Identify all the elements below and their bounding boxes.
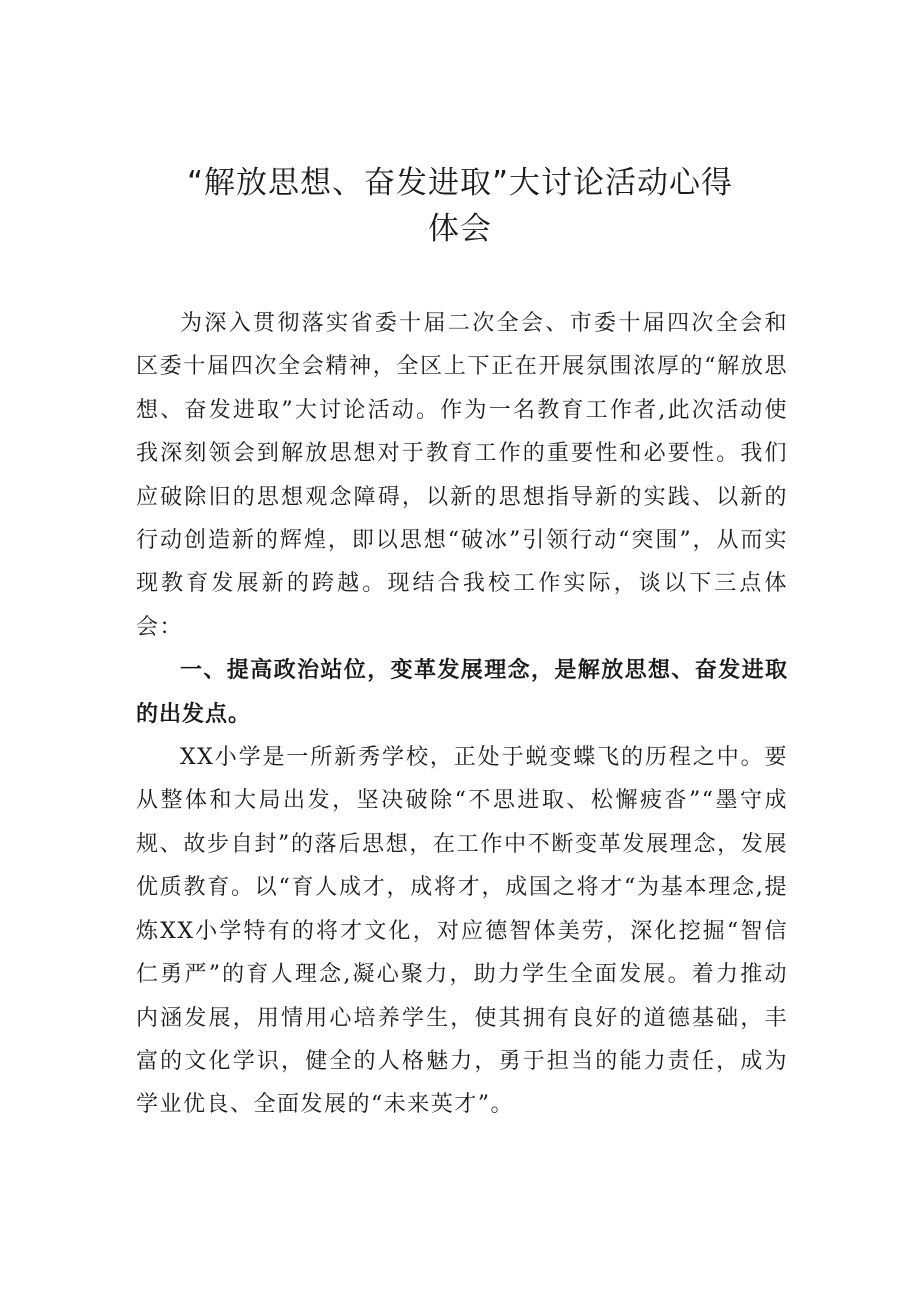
document-body <box>136 302 788 1127</box>
title-line-2: 体会 <box>428 211 492 247</box>
title-line-1: “解放思想、奋发进取”大讨论活动心得 <box>186 165 734 201</box>
document-title <box>100 160 820 252</box>
section-heading-1: 一、提高政治站位，变革发展理念，是解放思想、奋发进取的出发点。 <box>136 658 788 727</box>
section-1-paragraph: XX小学是一所新秀学校，正处于蜕变蝶飞的历程之中。要从整体和大局出发，坚决破除“不思进取、松懈疲沓”“墨守成规、故步自封”的落后思想，在工作中不断变革发展理念，发展优质教育。以“育人成才，成将才，成国之将才“为基本理念,提炼XX小学特有的将才文化，对应德智体美劳，深化挖掘“智信仁勇严”的育人理念,凝心聚力，助力学生全面发展。着力推动内涵发展，用情用心培养学生，使其拥有良好的道德基础，丰富的文化学识，健全的人格魅力，勇于担当的能力责任，成为学业优良、全面发展的“未来英才”。 <box>136 745 788 1118</box>
intro-paragraph: 为深入贯彻落实省委十届二次全会、市委十届四次全会和区委十届四次全会精神，全区上下正在开展氛围浓厚的“解放思想、奋发进取”大讨论活动。作为一名教育工作者,此次活动使我深刻领会到解放思想对于教育工作的重要性和必要性。我们应破除旧的思想观念障碍，以新的思想指导新的实践、以新的行动创造新的辉煌，即以思想“破冰”引领行动“突围”，从而实现教育发展新的跨越。现结合我校工作实际，谈以下三点体会： <box>136 311 788 640</box>
